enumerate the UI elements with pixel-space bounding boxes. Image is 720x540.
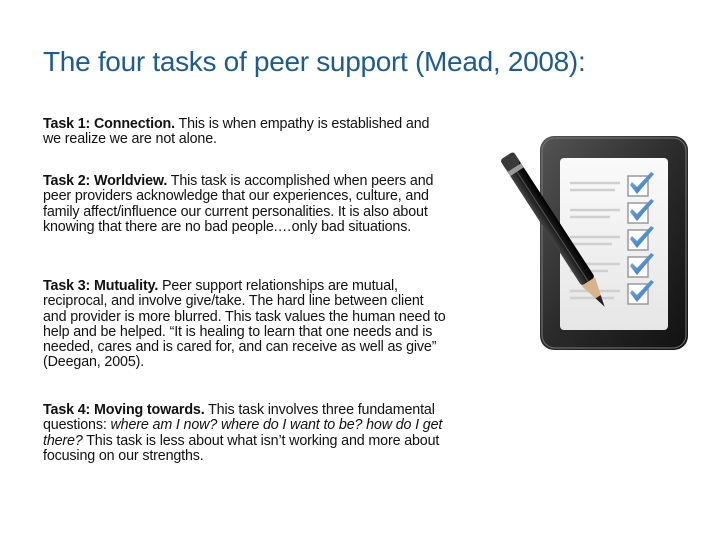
- task-3: [43, 279, 448, 371]
- task-4-heading: Task 4: Moving towards.: [43, 402, 205, 418]
- task-1-heading: Task 1: Connection.: [43, 116, 175, 132]
- task-1: [43, 117, 448, 148]
- task-4-body-after: This task is less about what isn’t working and more about focusing on our strengths.: [43, 432, 440, 464]
- task-1-body: This is when empathy is established and we realize we are not alone.: [43, 116, 430, 148]
- task-4: [43, 403, 448, 464]
- task-3-heading: Task 3: Mutuality.: [43, 278, 159, 294]
- task-2-heading: Task 2: Worldview.: [43, 173, 168, 189]
- task-2-body: This task is accomplished when peers and peer providers acknowledge that our experiences, culture, and family affect/influence our current personalities. It is also about knowing that there are no bad people.…only bad situations.: [43, 173, 434, 235]
- task-4-body-before: This task involves three fundamental questions:: [43, 402, 435, 434]
- task-2: [43, 174, 448, 235]
- task-4-questions: where am I now? where do I want to be? how do I get there?: [43, 417, 443, 449]
- slide-title: The four tasks of peer support (Mead, 2008):: [43, 46, 586, 77]
- task-3-body: Peer support relationships are mutual, reciprocal, and involve give/take. The hard line between client and provider is more blurred. This task values the human need to help and be helped. “It is healing to learn that one needs and is needed, cares and is cared for, and can receive as well as give” (Deegan, 2005).: [43, 278, 446, 371]
- checklist-clipboard-icon: [480, 128, 700, 360]
